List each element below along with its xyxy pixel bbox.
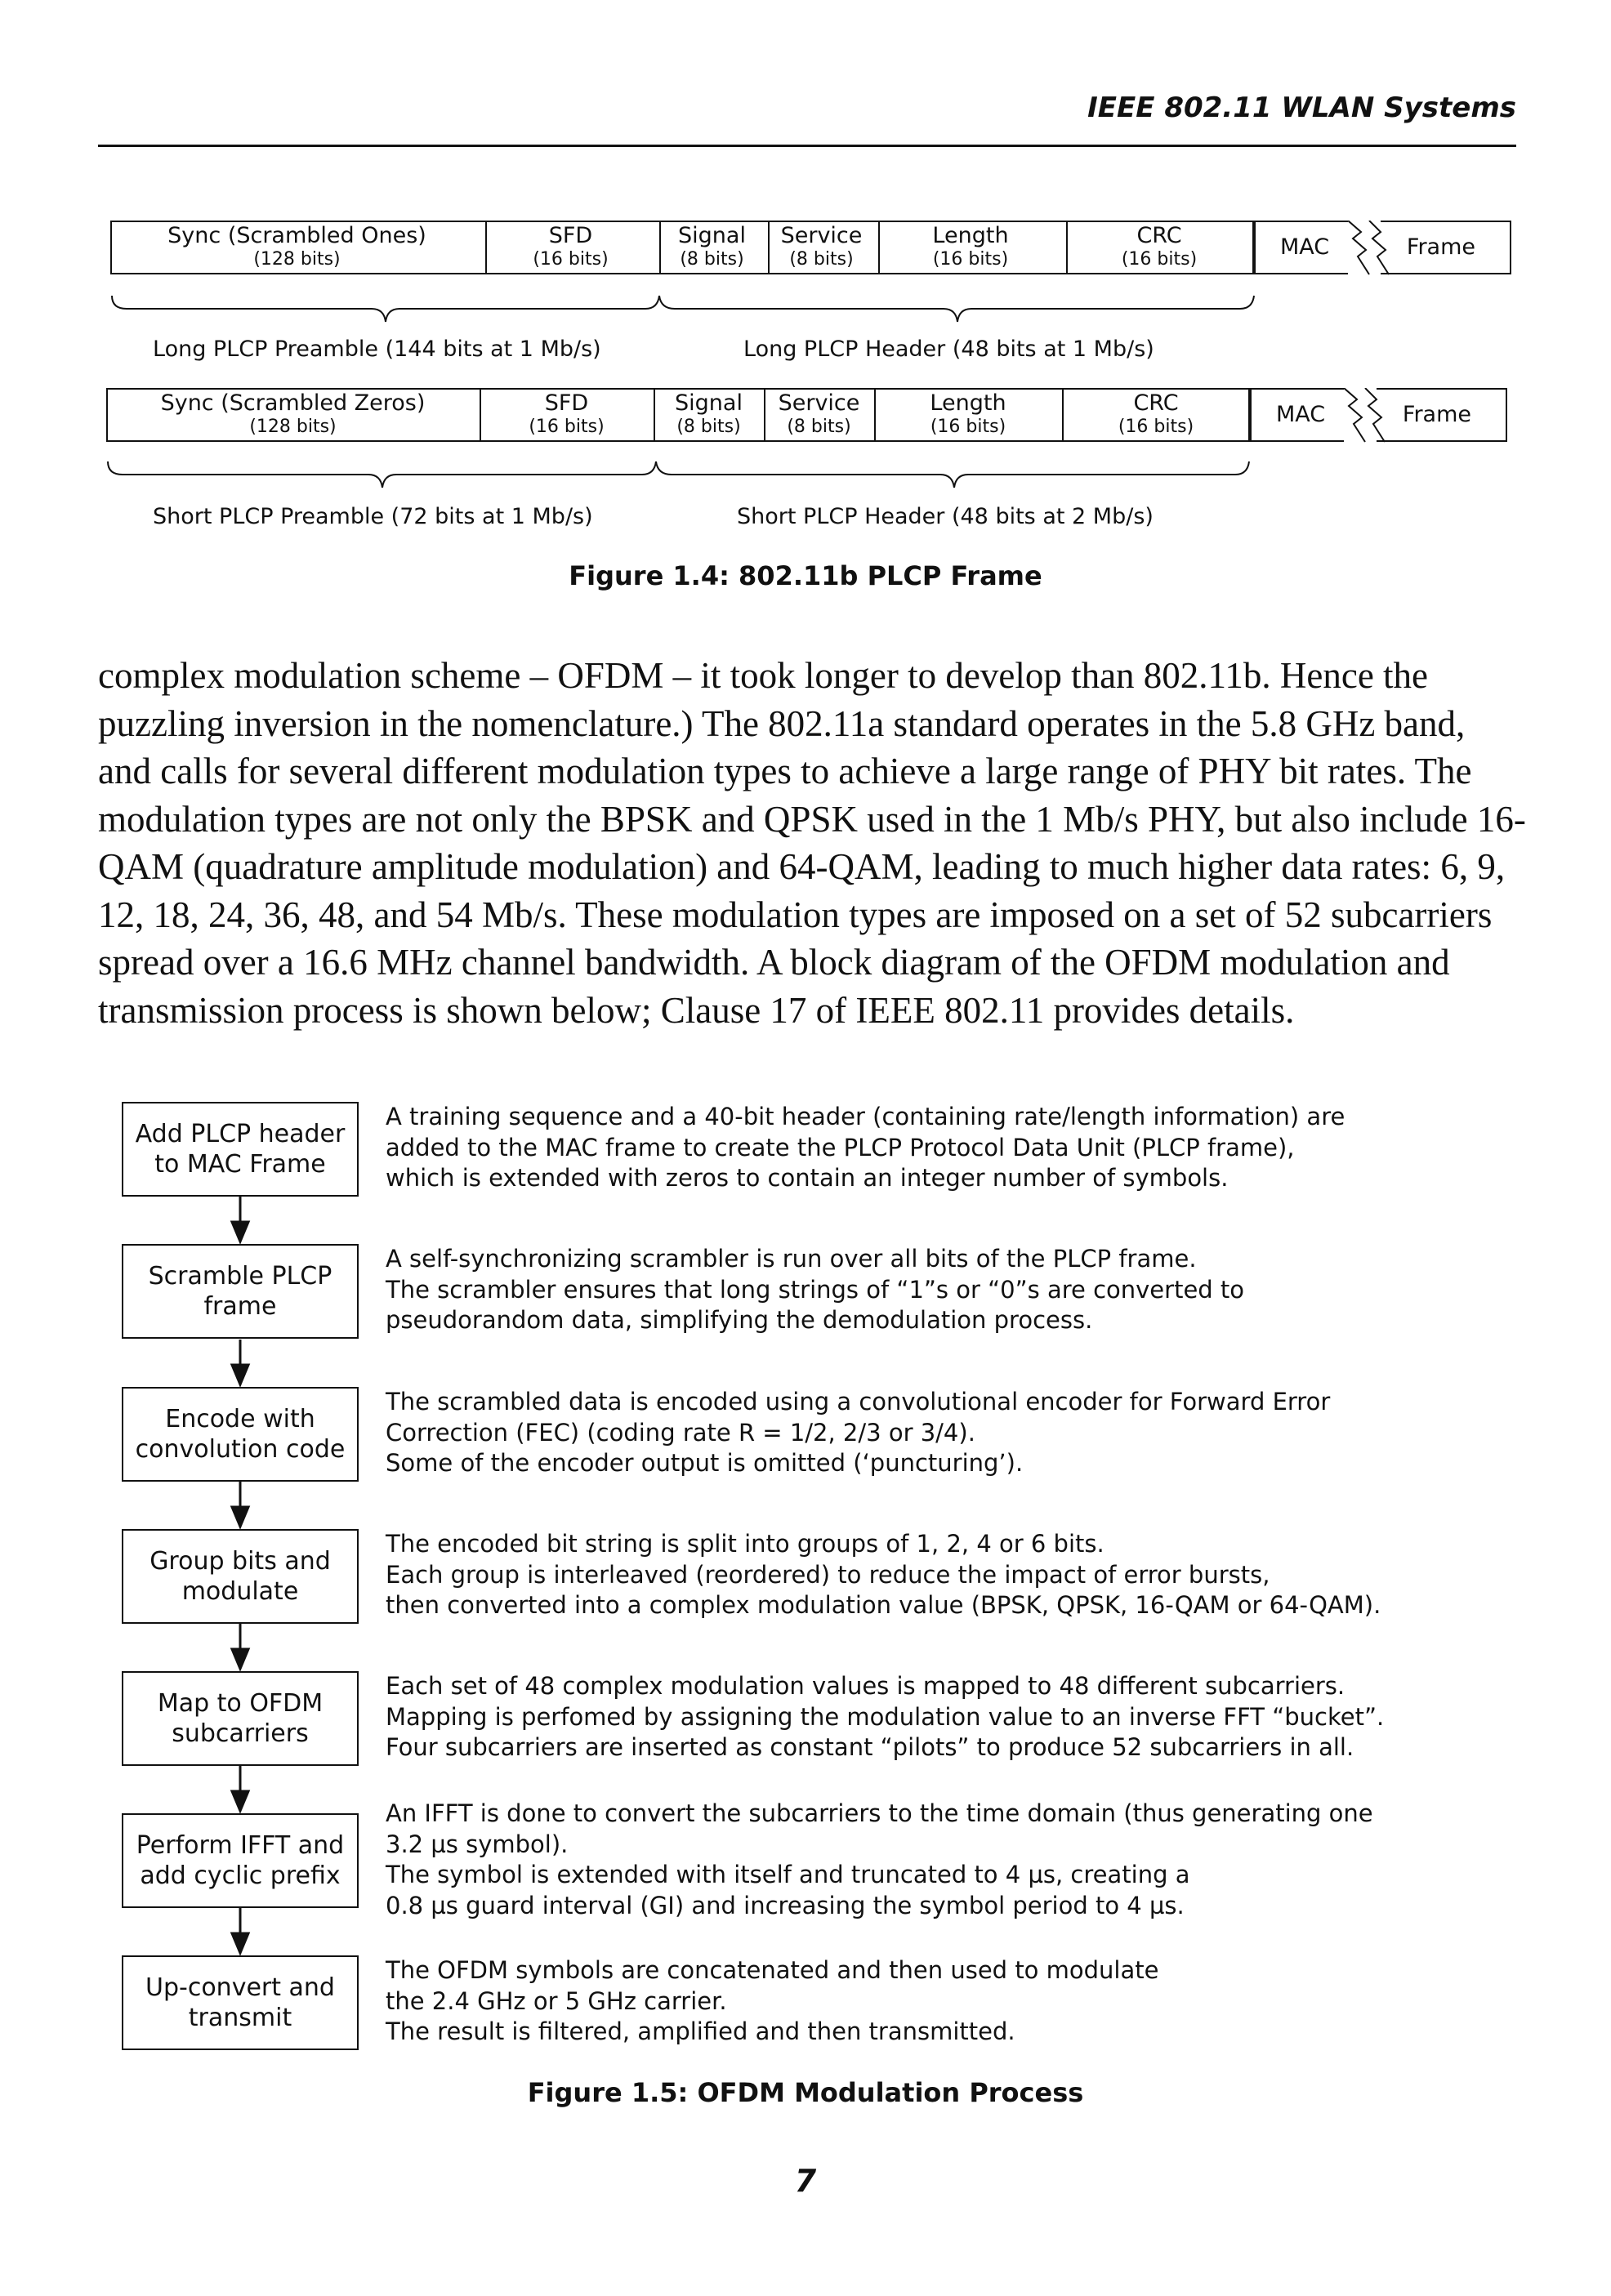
- field-service: Service (8 bits): [780, 223, 863, 270]
- short-header-label: Short PLCP Header (48 bits at 2 Mb/s): [737, 504, 1154, 529]
- step-map-subcarriers: Map to OFDM subcarriers: [122, 1671, 359, 1766]
- running-title: IEEE 802.11 WLAN Systems: [1087, 91, 1516, 124]
- field-sfd: SFD (16 bits): [533, 223, 609, 270]
- body-line: 12, 18, 24, 36, 48, and 54 Mb/s. These modulation types are imposed on a set of 52 subcarriers: [98, 894, 1493, 935]
- step-scramble: Scramble PLCP frame: [122, 1244, 359, 1339]
- field-signal: Signal (8 bits): [675, 390, 743, 437]
- mac-segment: MAC: [1254, 221, 1348, 274]
- page-number: 7: [794, 2163, 817, 2199]
- step-description: An IFFT is done to convert the subcarriers to the time domain (thus generating one 3.2 µs symbol). The symbol is extended with itself and truncated to 4 µs, creating a 0.8 µs guard interval (GI) and increasing the symbol period to 4 µs.: [386, 1799, 1373, 1919]
- step-upconvert: Up-convert and transmit: [122, 1955, 359, 2050]
- body-line: modulation types are not only the BPSK and QPSK used in the 1 Mb/s PHY, but also include 16-: [98, 798, 1526, 840]
- body-line: QAM (quadrature amplitude modulation) and 64-QAM, leading to much higher data rates: 6, 9,: [98, 846, 1506, 887]
- field-crc: CRC (16 bits): [1121, 223, 1198, 270]
- body-line: complex modulation scheme – OFDM – it took longer to develop than 802.11b. Hence the: [98, 655, 1429, 696]
- long-header-label: Long PLCP Header (48 bits at 1 Mb/s): [743, 337, 1154, 362]
- mac-segment: MAC: [1250, 388, 1344, 442]
- step-group-modulate: Group bits and modulate: [122, 1529, 359, 1624]
- step-description: Each set of 48 complex modulation values is mapped to 48 different subcarriers. Mapping is perfomed by assigning the modulation value to an inverse FFT “bucket”. Four subcarriers are inserted as constant “pilots” to produce 52 subcarriers in all.: [386, 1672, 1385, 1761]
- frame-segment: Frame: [1377, 388, 1507, 442]
- short-preamble-label: Short PLCP Preamble (72 bits at 1 Mb/s): [153, 504, 593, 529]
- field-signal: Signal (8 bits): [678, 223, 746, 270]
- step-description: The OFDM symbols are concatenated and then used to modulate the 2.4 GHz or 5 GHz carrier. The result is filtered, amplified and then transmitted.: [386, 1956, 1159, 2045]
- frame-segment: Frame: [1381, 221, 1511, 274]
- step-add-plcp-header: Add PLCP header to MAC Frame: [122, 1102, 359, 1197]
- field-sync: Sync (Scrambled Zeros) (128 bits): [160, 390, 426, 437]
- step-description: The encoded bit string is split into groups of 1, 2, 4 or 6 bits. Each group is interleaved (reordered) to reduce the impact of error bursts, then converted into a complex modulation value (BPSK, QPSK, 16-QAM or 64-QAM).: [386, 1530, 1381, 1619]
- body-line: and calls for several different modulation types to achieve a large range of PHY bit rates. The: [98, 751, 1472, 791]
- field-service: Service (8 bits): [778, 390, 860, 437]
- step-description: A self-synchronizing scrambler is run over all bits of the PLCP frame. The scrambler ensures that long strings of “1”s or “0”s are converted to pseudorandom data, simplifying the demodulation process.: [386, 1245, 1245, 1334]
- body-line: puzzling inversion in the nomenclature.) The 802.11a standard operates in the 5.8 GHz band,: [98, 702, 1466, 744]
- long-preamble-label: Long PLCP Preamble (144 bits at 1 Mb/s): [153, 337, 601, 362]
- figure-1-5-caption: Figure 1.5: OFDM Modulation Process: [527, 2077, 1084, 2108]
- body-line: transmission process is shown below; Clause 17 of IEEE 802.11 provides details.: [98, 989, 1295, 1031]
- field-sync: Sync (Scrambled Ones) (128 bits): [167, 223, 426, 270]
- step-description: The scrambled data is encoded using a convolutional encoder for Forward Error Correction (FEC) (coding rate R = 1/2, 2/3 or 3/4). Some of the encoder output is omitted (‘puncturing’).: [386, 1388, 1331, 1477]
- figure-1-4-caption: Figure 1.4: 802.11b PLCP Frame: [569, 560, 1042, 591]
- step-ifft: Perform IFFT and add cyclic prefix: [122, 1813, 359, 1908]
- field-sfd: SFD (16 bits): [529, 390, 605, 437]
- field-length: Length (16 bits): [930, 390, 1006, 437]
- body-line: spread over a 16.6 MHz channel bandwidth. A block diagram of the OFDM modulation and: [98, 942, 1450, 983]
- field-crc: CRC (16 bits): [1118, 390, 1194, 437]
- step-description: A training sequence and a 40-bit header (containing rate/length information) are added to the MAC frame to create the PLCP Protocol Data Unit (PLCP frame), which is extended with zeros to contain an integer number of symbols.: [386, 1103, 1345, 1192]
- field-length: Length (16 bits): [932, 223, 1009, 270]
- step-encode: Encode with convolution code: [122, 1387, 359, 1482]
